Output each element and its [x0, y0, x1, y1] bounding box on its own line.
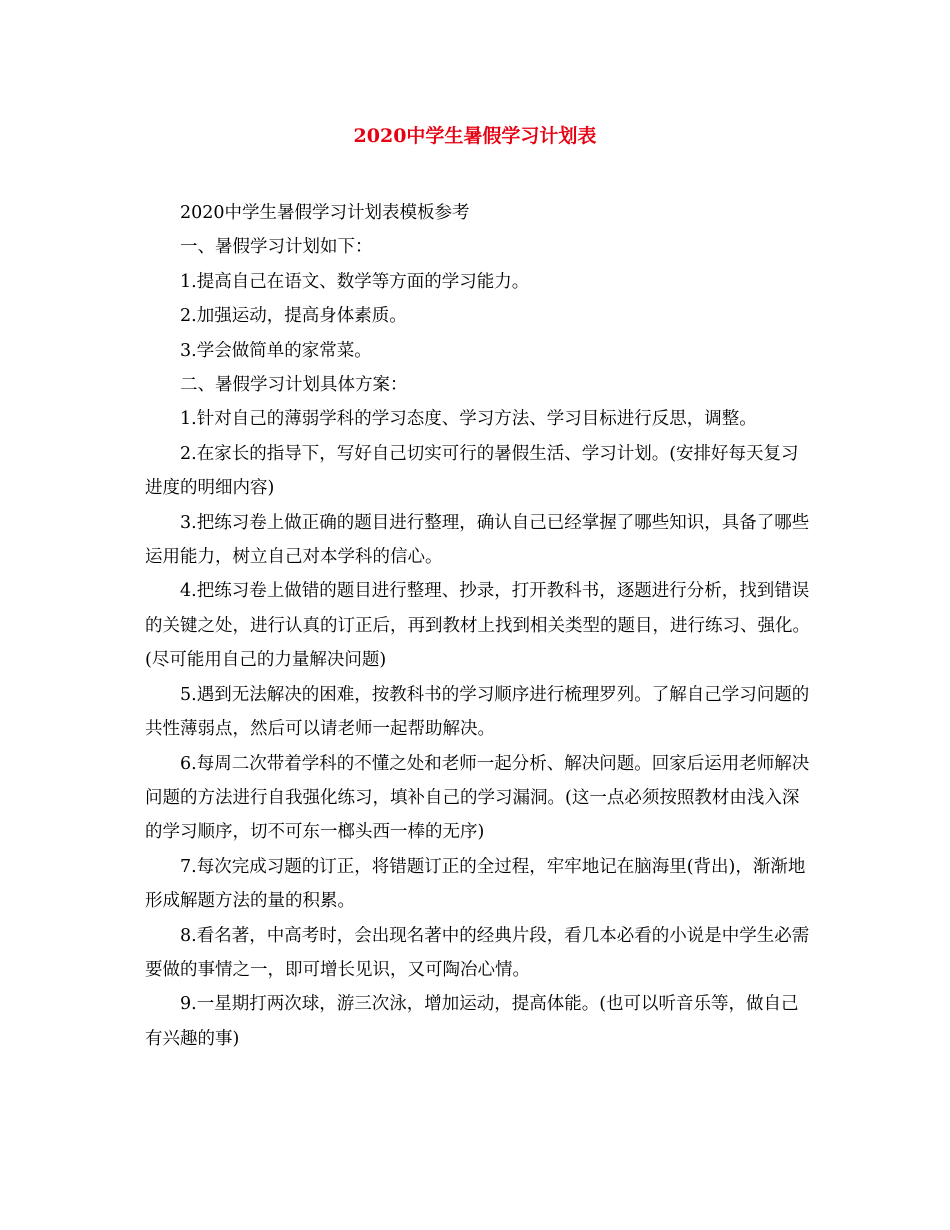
scheme-item-9: 9.一星期打两次球，游三次泳，增加运动，提高体能。(也可以听音乐等，做自己有兴趣的事): [145, 994, 799, 1049]
scheme-item-1: 1.针对自己的薄弱学科的学习态度、学习方法、学习目标进行反思，调整。: [180, 409, 757, 430]
scheme-item-5: 5.遇到无法解决的困难，按教科书的学习顺序进行梳理罗列。了解自己学习问题的共性薄弱点，然后可以请老师一起帮助解决。: [145, 684, 810, 740]
plan-item-3: 3.学会做简单的家常菜。: [180, 340, 372, 361]
section-heading-plan: 一、暑假学习计划如下：: [180, 237, 373, 258]
scheme-item-4: 4.把练习卷上做错的题目进行整理、抄录，打开教科书，逐题进行分析，找到错误的关键之处，进行认真的订正后，再到教材上找到相关类型的题目，进行练习、强化。(尽可能用自己的力量解决问题): [145, 581, 810, 671]
scheme-item-8: 8.看名著，中高考时，会出现名著中的经典片段，看几本必看的小说是中学生必需要做的事情之一，即可增长见识，又可陶冶心情。: [145, 925, 810, 980]
section-heading-scheme: 二、暑假学习计划具体方案：: [180, 375, 408, 396]
document-body: [145, 196, 810, 1056]
scheme-item-2: 2.在家长的指导下，写好自己切实可行的暑假生活、学习计划。(安排好每天复习进度的明细内容): [145, 443, 799, 499]
paragraph-intro: 2020中学生暑假学习计划表模板参考: [180, 203, 470, 223]
plan-item-2: 2.加强运动，提高身体素质。: [180, 306, 407, 327]
plan-item-1: 1.提高自己在语文、数学等方面的学习能力。: [180, 271, 530, 292]
scheme-item-3: 3.把练习卷上做正确的题目进行整理，确认自己已经掌握了哪些知识，具备了哪些运用能力，树立自己对本学科的信心。: [145, 512, 810, 568]
scheme-item-6: 6.每周二次带着学科的不懂之处和老师一起分析、解决问题。回家后运用老师解决问题的方法进行自我强化练习，填补自己的学习漏洞。(这一点必须按照教材由浅入深的学习顺序，切不可东一榔头西一棒的无序): [145, 753, 810, 843]
scheme-item-7: 7.每次完成习题的订正，将错题订正的全过程，牢牢地记在脑海里(背出)，渐渐地形成解题方法的量的积累。: [145, 856, 806, 912]
document-title: 2020中学生暑假学习计划表: [353, 125, 597, 147]
